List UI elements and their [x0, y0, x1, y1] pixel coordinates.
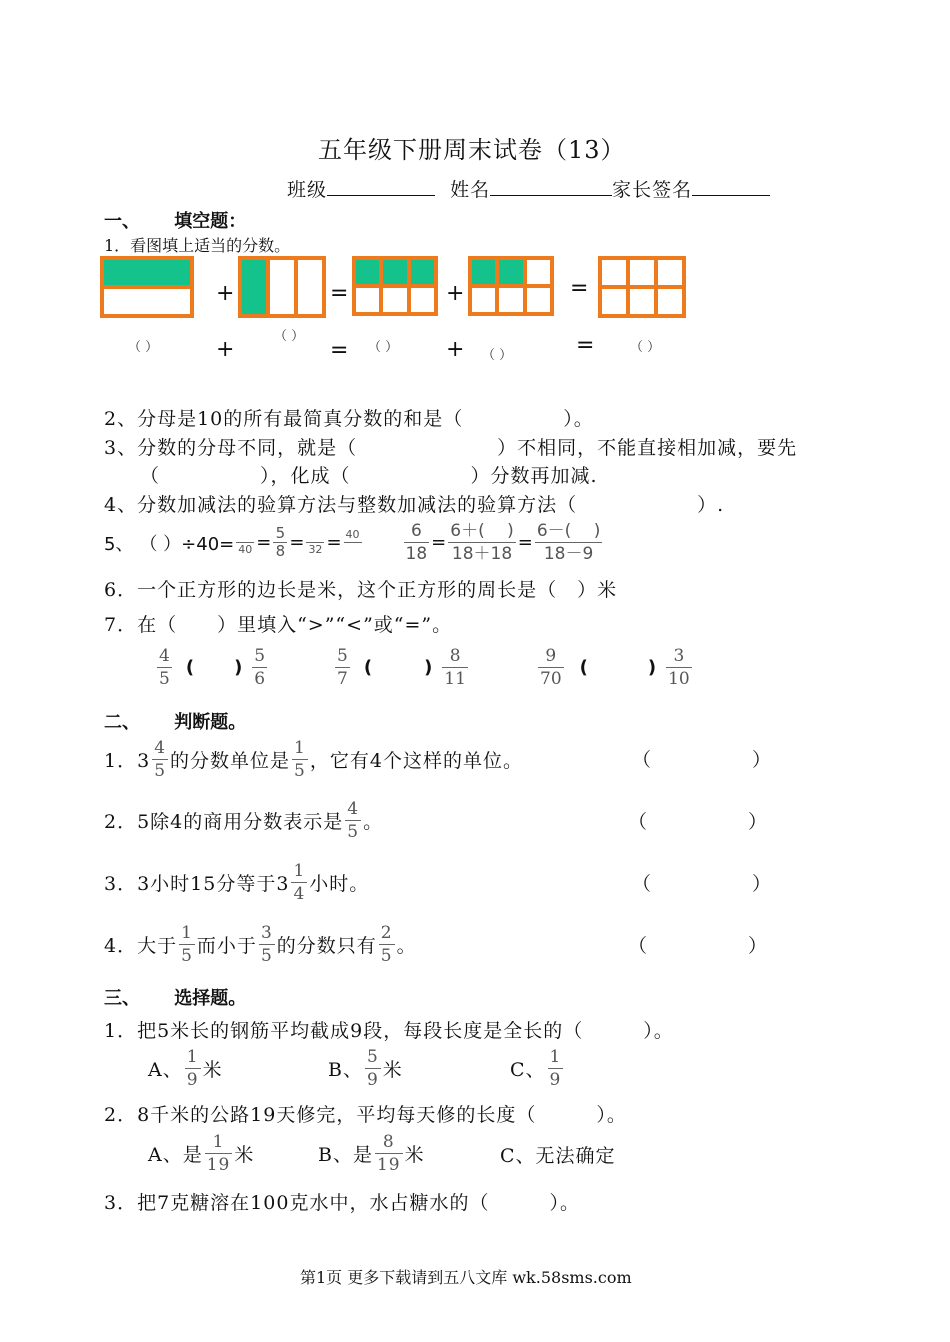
- class-label: 班级: [287, 179, 328, 201]
- question-1-2: 2、分母是10的所有最简真分数的和是（ ）。: [104, 408, 594, 430]
- section3-title: 选择题。: [174, 988, 247, 1009]
- judge-answer-4[interactable]: （ ）: [628, 935, 769, 957]
- question-1-5: 5、 （ ）÷40= 40 = $\frac{5}{8}$ = 32 = 40 $\frac{6}{18}$ = $\frac{6+( )}{18+18}$ = $\frac{6-( )}{18-9}$: [104, 521, 601, 564]
- parent-signature-field[interactable]: [692, 177, 770, 196]
- q5-frac-5: $\frac{6}{18}$: [405, 521, 428, 564]
- answer-blank[interactable]: （ ）: [630, 340, 661, 355]
- compare-item: $\frac{9}{70}$ ( ) $\frac{3}{10}$: [540, 646, 690, 689]
- compare-frac-b: $\frac{8}{11}$: [444, 646, 466, 689]
- name-label: 姓名: [450, 179, 491, 201]
- q5-label: 5、: [104, 533, 134, 555]
- choice-question-1: 1．把5米长的钢筋平均截成9段，每段长度是全长的（ ）。: [104, 1020, 674, 1042]
- choice-option-b[interactable]: B、 $\frac{5}{9}$ 米: [328, 1047, 403, 1090]
- compare-item: $\frac{4}{5}$ ( ) $\frac{5}{6}$: [159, 646, 266, 689]
- page-footer: 第1页 更多下载请到五八文库 wk.58sms.com: [300, 1268, 632, 1287]
- judge-question-3: 3．3小时15分等于3 $\frac{1}{4}$ 小时。: [104, 861, 370, 904]
- choice-option-a[interactable]: A、是 $\frac{1}{19}$ 米: [148, 1132, 255, 1175]
- question-1-3b: （ ），化成（ ）分数再加减.: [140, 465, 598, 487]
- question-1-3a: 3、分数的分母不同，就是（ ）不相同，不能直接相加减，要先: [104, 437, 798, 459]
- equals-sign: =: [576, 333, 595, 358]
- answer-blank[interactable]: （ ）: [128, 340, 159, 355]
- q5-frac-1: 40: [238, 543, 253, 556]
- answer-blank[interactable]: （ ）: [368, 340, 399, 355]
- judge-question-4: 4．大于 $\frac{1}{5}$ 而小于 $\frac{3}{5}$ 的分数只有 $\frac{2}{5}$ 。: [104, 923, 417, 966]
- section2-number: 二、: [104, 712, 140, 733]
- compare-frac-b: $\frac{3}{10}$: [668, 646, 690, 689]
- q5-frac-2: $\frac{5}{8}$: [273, 525, 287, 560]
- equals-sign: =: [330, 281, 349, 306]
- answer-blank[interactable]: （ ）: [482, 348, 513, 363]
- choice-option-a[interactable]: A、 $\frac{1}{9}$ 米: [148, 1047, 223, 1090]
- section2-title: 判断题。: [174, 712, 247, 733]
- q5-frac-3: 32: [308, 543, 323, 556]
- figure-thirds: [238, 256, 326, 318]
- section1-number: 一、: [104, 211, 140, 232]
- q5-frac-7: $\frac{6-( )}{18-9}$: [536, 521, 601, 564]
- choice-question-2: 2．8千米的公路19天修完，平均每天修的长度（ ）。: [104, 1104, 627, 1126]
- question-1-1: 1．看图填上适当的分数。: [104, 236, 291, 255]
- section1-title: 填空题：: [174, 211, 247, 232]
- name-field[interactable]: [490, 177, 612, 196]
- choice-option-c[interactable]: C、 $\frac{1}{9}$: [510, 1047, 562, 1090]
- question-1-4: 4、分数加减法的验算方法与整数加减法的验算方法（ ）.: [104, 494, 725, 516]
- compare-frac-b: $\frac{5}{6}$: [254, 646, 266, 689]
- judge-answer-3[interactable]: （ ）: [632, 873, 773, 895]
- judge-question-1: 1．3 $\frac{4}{5}$ 的分数单位是 $\frac{1}{5}$ ，它有4个这样的单位。: [104, 738, 523, 781]
- compare-frac-a: $\frac{9}{70}$: [540, 646, 562, 689]
- q5-frac-6: $\frac{6+( )}{18+18}$: [450, 521, 514, 564]
- judge-answer-1[interactable]: （ ）: [632, 749, 773, 771]
- equals-sign: =: [330, 338, 349, 363]
- answer-blank[interactable]: （ ）: [274, 329, 305, 344]
- plus-sign: +: [216, 281, 235, 306]
- section3-heading: [104, 984, 246, 1010]
- section2-heading: [104, 708, 246, 734]
- q5-lead: （ ）÷40=: [139, 533, 235, 555]
- compare-frac-a: $\frac{5}{7}$: [337, 646, 348, 689]
- question-1-6: 6．一个正方形的边长是米，这个正方形的周长是（ ）米: [104, 579, 618, 601]
- figure-halves: [100, 256, 194, 318]
- equals-sign: =: [570, 276, 589, 301]
- class-field[interactable]: [327, 177, 435, 196]
- choice-option-b[interactable]: B、是 $\frac{8}{19}$ 米: [318, 1132, 425, 1175]
- plus-sign: +: [216, 337, 235, 362]
- plus-sign: +: [446, 337, 465, 362]
- page-title: 五年级下册周末试卷（13）: [318, 136, 626, 164]
- figure-sixths-b: [468, 256, 554, 316]
- header-fields: [287, 175, 770, 202]
- q5-frac-4: 40: [345, 528, 360, 541]
- parent-label: 家长签名: [612, 179, 693, 201]
- question-1-7: 7．在（ ）里填入“>”“<”或“=”。: [104, 614, 453, 636]
- figure-sixths-a: [352, 256, 438, 316]
- judge-answer-2[interactable]: （ ）: [628, 811, 769, 833]
- choice-option-c[interactable]: C、无法确定: [500, 1145, 616, 1167]
- section3-number: 三、: [104, 988, 140, 1009]
- compare-frac-a: $\frac{4}{5}$: [159, 646, 170, 689]
- section1-heading: [104, 207, 246, 233]
- judge-question-2: 2．5除4的商用分数表示是 $\frac{4}{5}$ 。: [104, 799, 384, 842]
- plus-sign: +: [446, 281, 465, 306]
- choice-question-3: 3．把7克糖溶在100克水中，水占糖水的（ ）。: [104, 1192, 580, 1214]
- compare-item: $\frac{5}{7}$ ( ) $\frac{8}{11}$: [337, 646, 466, 689]
- figure-sixths-empty: [598, 256, 686, 318]
